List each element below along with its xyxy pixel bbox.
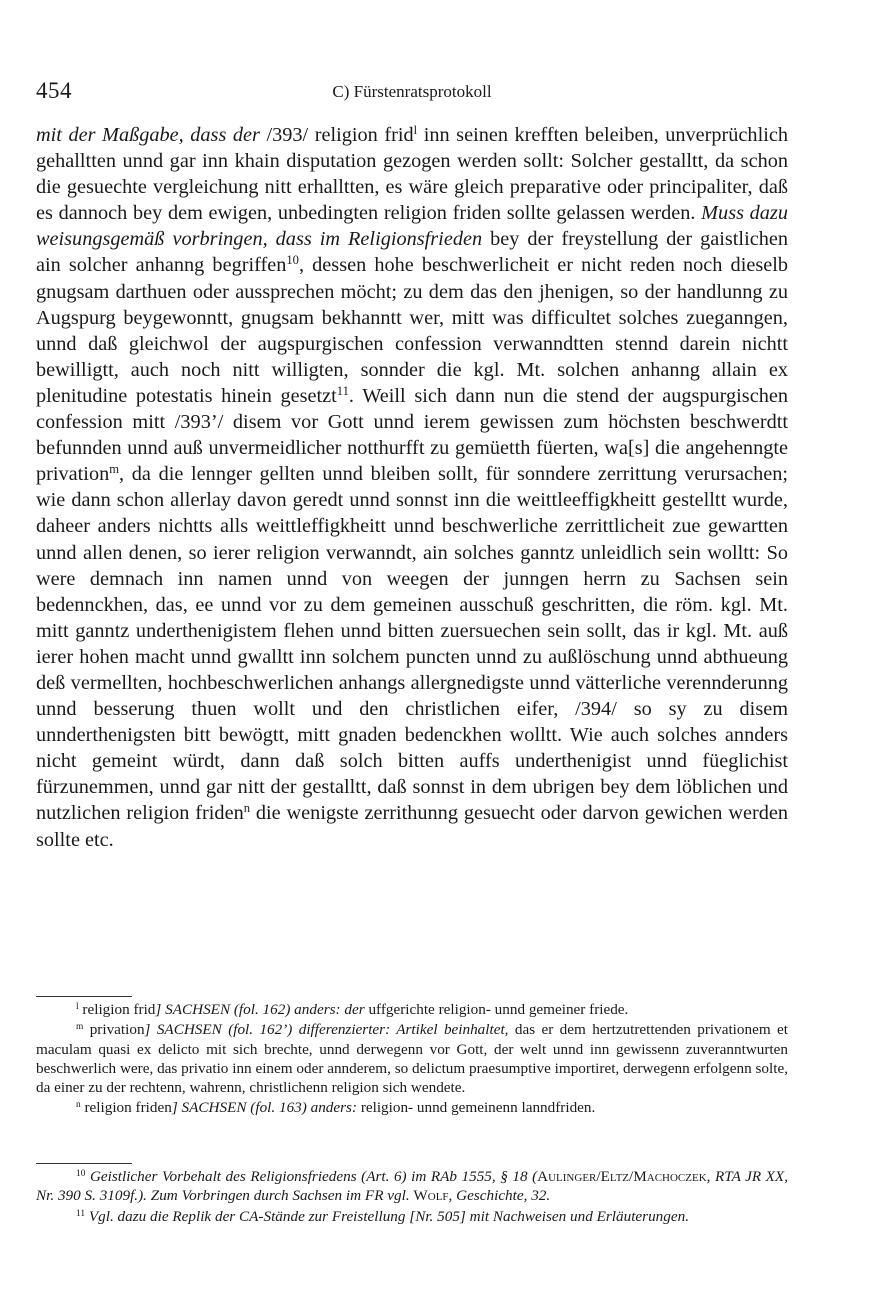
footnote-ref-11[interactable]: 11 [336, 384, 349, 399]
page-number: 454 [36, 78, 72, 103]
footnote-mark: 11 [76, 1208, 86, 1219]
text-run: . Weill sich dann nun die stend der augspurgischen confession mitt /393’/ disem vor Gott unnd ierem gewissen zum höchsten beschwerdtt befunnden unnd auß unvermeidlicher notthurfft zu gemüetth füerten, wa[s] die angehenngte privation [36, 384, 788, 486]
footnote-divider [36, 996, 132, 997]
footnote-mark: 10 [76, 1168, 86, 1179]
text-run: , da die lennger gellten unnd bleiben sollt, für sonndere zerrittung verursachen; wie dann schon allerlay davon geredt unnd sonnst inn die weittleeffigkheitt gestelltt wurde, daheer anders nichtts alls weittleffigkheitt unnd beschwerliche zerrittlicheit zue gewartten unnd allen denen, so ierer religion verwanndt, ain solches ganntz unleidlich sein wolltt: So were demnach inn namen unnd von weegen der junngen herrn zu Sachsen sein bedennckhen, das, ee unnd vor zu dem gemeinen ausschuß geschritten, die röm. kgl. Mt. mitt ganntz underthenigistem flehen unnd bitten zuersuechen sein sollt, das ir kgl. Mt. auß ierer hohen macht unnd gwalltt inn solchem puncten unnd zu außlöschung unnd abthueung deß vermellten, hochbeschwerlichen anhangs allergnedigste unnd vätterliche verennderunng unnd besserung thuen wollt und den christlichen eifer, /394/ so sy zu disem unnderthenigsten bitt bewögtt, mitt gnaden bedenckhen wolltt. Wie auch solches annders nicht gemeint würdt, dann daß solch bitten auffs underthenigist unnd füeglichist fürzunemmen, unnd gar nitt der gestalltt, daß sonnst in dem ubrigen bey dem löblichen und nutzlichen religion friden [36, 463, 788, 825]
author-name: Wolf [413, 1187, 449, 1205]
editorial-summary: mit der Maßgabe, dass der [36, 124, 260, 146]
footnote-text: Geistlicher Vorbehalt des Religionsfriedens (Art. 6) im RAb 1555, § 18 ( [85, 1168, 538, 1185]
note-lemma: privation [83, 1021, 145, 1039]
note-mark: l [76, 1001, 79, 1012]
footnote [36, 1167, 788, 1206]
note-mark-m[interactable]: m [109, 462, 120, 477]
note-mark-l[interactable]: l [413, 123, 418, 138]
note-text: religion- unnd gemeinenn lanndfriden. [357, 1099, 596, 1117]
footnote-text: , RTA JR XX, Nr. 390 S. 3109f.). Zum Vorbringen durch Sachsen im FR vgl. [36, 1168, 789, 1205]
text-run: inn seinen krefften beleiben, unverprüchlich gehalltten unnd gar inn khain disputation gezogen werden sollt: Solcher gestalltt, da schon die gesuechte vergleichung nitt erhalltten, es wäre gleich preparative oder principaliter, daß es dannoch bey dem ewigen, unbedingten religion friden sollte gelassen werden. [36, 124, 788, 225]
textual-note [36, 1020, 788, 1097]
footnotes [36, 1167, 788, 1227]
textual-notes [36, 1000, 788, 1119]
footnote-divider [36, 1163, 132, 1164]
note-lemma: religion frid [78, 1001, 156, 1018]
note-text: das er dem hertzutrettenden privationem et maculam quasi ex delicto mit sich brechte, unnd derwegenn vor Gott, der welt unnd inn gewissenn zuveranntwurten beschwerlich were, das privatio inn einem oder annderem, so delictum praesumptive importiret, derwegenn erfolgenn solte, da einer zu der rechtenn, wahrenn, christlichenn religion sich wendete. [36, 1021, 788, 1097]
note-reference: ] SACHSEN (fol. 162) anders: der [155, 1001, 365, 1018]
text-run: /393/ religion frid [259, 124, 414, 146]
page-header [36, 78, 788, 108]
textual-note [36, 1098, 788, 1117]
note-mark: n [76, 1100, 81, 1111]
note-reference: ] SACHSEN (fol. 162’) differenzierter: Artikel beinhaltet, [144, 1021, 509, 1039]
footnote-text: , Geschichte, 32. [448, 1187, 551, 1205]
footnote [36, 1207, 788, 1226]
author-names: Aulinger/Eltz/Machoczek [537, 1168, 707, 1185]
text-run: bey der freystellung der gaistlichen ain solcher anhanng begriffen [36, 228, 788, 277]
note-mark-n[interactable]: n [243, 801, 251, 816]
body-text [36, 122, 788, 853]
note-text: uffgerichte religion- unnd gemeiner friede. [364, 1001, 629, 1018]
note-mark: m [76, 1022, 84, 1033]
editorial-summary: Muss dazu weisungsgemäß vorbringen, dass im Religionsfrieden [36, 202, 788, 251]
footnote-ref-10[interactable]: 10 [286, 253, 299, 268]
footnote-text: Vgl. dazu die Replik der CA-Stände zur Freistellung [Nr. 505] mit Nachweisen und Erläuterungen. [85, 1207, 689, 1225]
textual-note [36, 1000, 788, 1019]
note-lemma: religion friden [80, 1099, 172, 1117]
text-run: , dessen hohe beschwerlicheit er nicht reden noch dieselb gnugsam darthuen oder aussprechen möcht; zu dem das den jhenigen, so der handlunng zu Augspurg beygewonntt, gnugsam bekhanntt wer, mitt was difficultet solches zueganngen, unnd daß gleichwol der augspurgischen confession verwanndtten stennd darein nichtt bewilligtt, auch noch nitt willigten, sonnder die kgl. Mt. solchen anhanng allain ex plenitudine potestatis hinein gesetzt [36, 254, 789, 407]
running-title: C) Fürstenratsprotokoll [332, 82, 492, 101]
note-reference: ] SACHSEN (fol. 163) anders: [171, 1099, 358, 1117]
text-run: die wenigste zerrithunng gesuecht oder darvon gewichen werden sollte etc. [36, 802, 788, 851]
